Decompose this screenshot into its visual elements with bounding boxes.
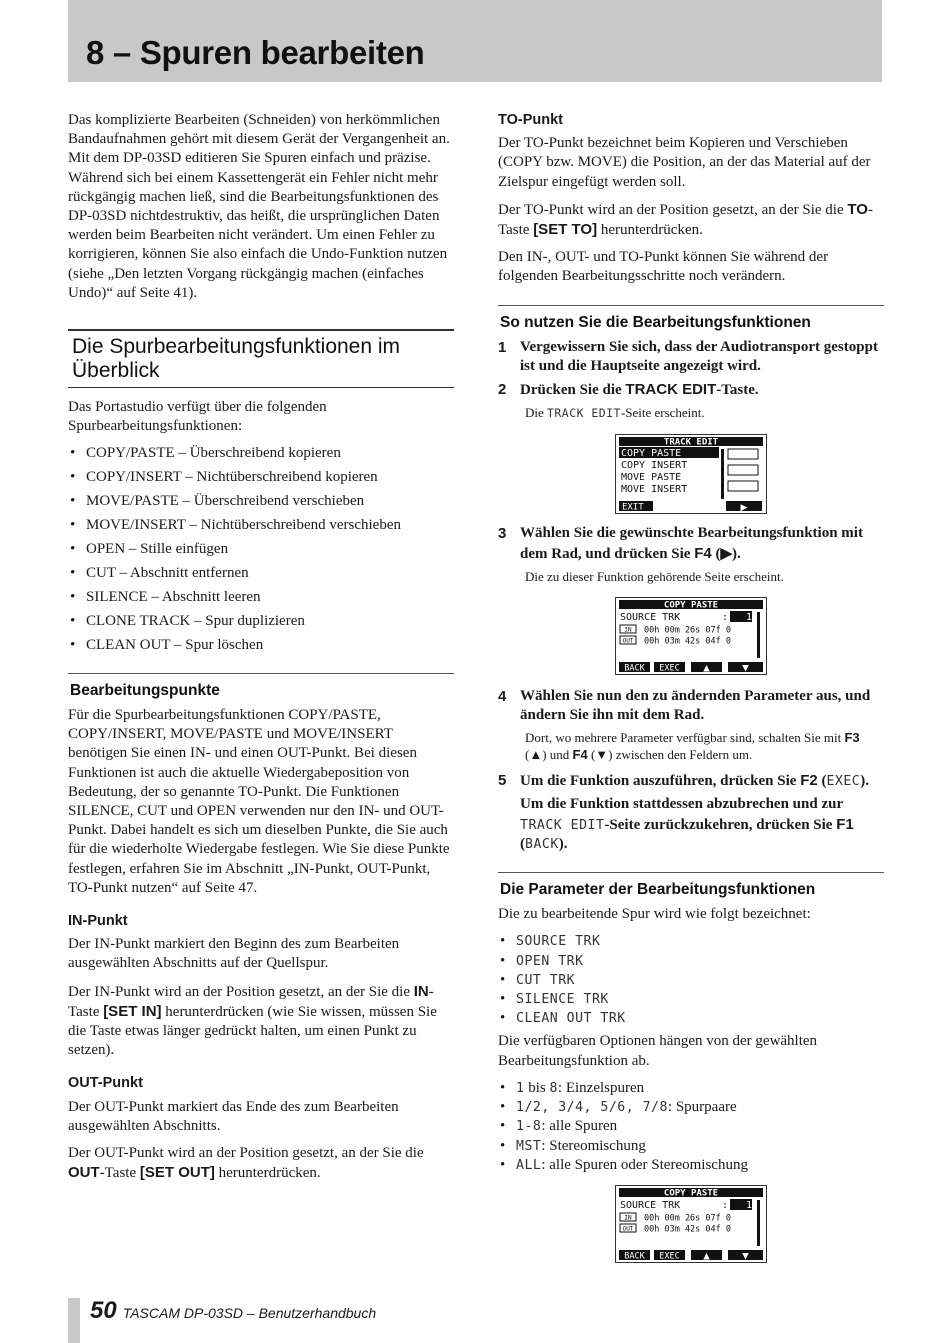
usage-heading: So nutzen Sie die Bearbeitungsfunktionen [498,305,884,334]
page-number: 50 [90,1297,117,1324]
lcd-in-tag: IN [624,1214,632,1222]
list-item: • OPEN – Stille einfügen [68,540,454,559]
key-label: TO [847,200,868,218]
list-item: • 1 bis 8: Einzelspuren [498,1079,884,1098]
footer-bar [68,1298,80,1343]
lcd-exec-button: EXEC [659,1251,680,1262]
key-label: [SET TO] [533,221,598,239]
to-point-p2: Der TO-Punkt wird an der Position gesetzt, an der Sie die TO-Taste [SET TO] herunterdrücken. [498,200,873,239]
out-point-heading: OUT-Punkt [68,1075,143,1092]
list-item: • CLONE TRACK – Spur duplizieren [68,612,454,631]
params-intro: Die zu bearbeitende Spur wird wie folgt bezeichnet: [498,906,811,923]
lcd-title: TRACK EDIT [663,437,719,448]
section-intro: Das Portastudio verfügt über die folgenden Spurbearbeitungsfunktionen: [68,399,327,435]
options-intro: Die verfügbaren Optionen hängen von der gewählten Bearbeitungsfunktion ab. [498,1033,818,1069]
points-paragraph: Für die Spurbearbeitungsfunktionen COPY/PASTE, COPY/INSERT, MOVE/PASTE und MOVE/INSERT benötigen Sie einen IN- und einen OUT-Punkt. Bei diesen Funktionen ist auch die aktuelle Wiedergabeposition von Bedeutung, der so genannte TO-Punkt. Die Funktionen SILENCE, CUT und OPEN verwenden nur den IN- und OUT-Punkt. Dabei handelt es sich um dieselben Punkte, die Sie auch für die wiederholte Wiedergabe festlegen. Wie Sie diese Punkte festlegen, erfahren Sie im Abschnitt „IN-Punkt, OUT-Punkt, TO-Punkt nutzen“ auf Seite 47. [68,706,450,896]
list-item: • CLEAN OUT TRK [498,1009,884,1028]
step-3-note: Die zu dieser Funktion gehörende Seite erscheint. [525,568,784,584]
option-list [498,1079,884,1175]
lcd-in-time: 00h 00m 26s 07f 0 [644,625,731,636]
lcd-menu-item: COPY INSERT [621,460,688,472]
out-point-p1: Der OUT-Punkt markiert das Ende des zum Bearbeiten ausgewählten Abschnitts. [68,1098,399,1134]
lcd-down-icon: ▼ [742,1251,749,1262]
list-item: • OPEN TRK [498,952,884,971]
step-5: 5 Um die Funktion auszuführen, drücken Sie F2 (EXEC). [498,772,869,790]
step-1: 1 Vergewissern Sie sich, dass der Audiotransport gestoppt ist und die Hauptseite angezeigt wird. [498,338,878,375]
out-point-p2: Der OUT-Punkt wird an der Position gesetzt, an der Sie die OUT-Taste [SET OUT] herunterdrücken. [68,1145,424,1182]
lcd-out-time: 00h 03m 42s 04f 0 [644,636,731,647]
lcd-up-icon: ▲ [703,663,710,674]
param-name-list [498,932,884,1028]
list-item: • SILENCE – Abschnitt leeren [68,588,454,607]
left-column [68,111,454,1191]
step-3: 3 Wählen Sie die gewünschte Bearbeitungsfunktion mit dem Rad, und drücken Sie F4 (▶). [498,525,863,562]
list-item: • ALL: alle Spuren oder Stereomischung [498,1156,884,1175]
in-point-p1: Der IN-Punkt markiert den Beginn des zum Bearbeiten ausgewählten Abschnitts auf der Quellspur. [68,936,400,972]
list-item: • 1-8: alle Spuren [498,1117,884,1136]
points-heading: Bearbeitungspunkte [68,673,454,702]
list-item: • COPY/PASTE – Überschreibend kopieren [68,444,454,463]
lcd-copy-paste-screen [615,597,767,675]
list-item: • 1/2, 3/4, 5/6, 7/8: Spurpaare [498,1098,884,1117]
lcd-title: COPY PASTE [663,1188,719,1199]
params-heading: Die Parameter der Bearbeitungsfunktionen [498,872,884,901]
lcd-next-icon: ▶ [740,503,748,514]
lcd-copy-paste-screen-2 [615,1185,767,1263]
key-label: OUT [68,1164,100,1182]
lcd-back-button: BACK [624,663,645,674]
lcd-up-icon: ▲ [703,1251,710,1262]
lcd-menu-item: MOVE INSERT [621,484,688,496]
footer-text: TASCAM DP-03SD – Benutzerhandbuch [122,1305,377,1321]
list-item: • COPY/INSERT – Nichtüberschreibend kopieren [68,468,454,487]
lcd-source-value: 1 [746,611,753,623]
lcd-track-edit-screen [615,434,767,514]
step-4-note: Dort, wo mehrere Parameter verfügbar sind, schalten Sie mit F3 (▲) und F4 (▼) zwischen den Feldern um. [525,730,860,763]
to-point-p1: Der TO-Punkt bezeichnet beim Kopieren und Verschieben (COPY bzw. MOVE) die Position, an der das Material auf der Zielspur eingefügt werden soll. [498,135,871,190]
chapter-title: 8 – Spuren bearbeiten [86,34,425,71]
lcd-in-tag: IN [624,626,632,634]
lcd-source-label: SOURCE TRK [620,1199,681,1211]
list-item: • SILENCE TRK [498,990,884,1009]
lcd-out-tag: OUT [622,637,634,645]
lcd-in-time: 00h 00m 26s 07f 0 [644,1213,731,1224]
step-5-cancel: Um die Funktion stattdessen abzubrechen und zur TRACK EDIT-Seite zurückzukehren, drücken Sie F1 (BACK). [520,796,854,852]
in-point-heading: IN-Punkt [68,913,128,929]
list-item: • SOURCE TRK [498,932,884,951]
key-label: [SET IN] [103,1002,162,1020]
list-item: • MST: Stereomischung [498,1137,884,1156]
step-2-note: Die TRACK EDIT-Seite erscheint. [525,405,705,421]
key-label: IN [413,982,429,1000]
key-label: [SET OUT] [139,1164,215,1182]
in-point-p2: Der IN-Punkt wird an der Position gesetzt, an der Sie die IN-Taste [SET IN] herunterdrücken (wie Sie wissen, müssen Sie die Taste etwas länger gedrückt halten, um einen Punkt zu setzen). [68,982,437,1059]
step-2: 2 Drücken Sie die TRACK EDIT-Taste. [498,381,759,399]
lcd-menu-item: COPY PASTE [621,448,682,460]
lcd-title: COPY PASTE [663,600,719,611]
list-item: • MOVE/INSERT – Nichtüberschreibend verschieben [68,516,454,535]
lcd-down-icon: ▼ [742,663,749,674]
lcd-source-label: SOURCE TRK [620,611,681,623]
lcd-menu-item: MOVE PASTE [621,472,682,484]
lcd-exit-label: EXIT [622,502,644,513]
list-item: • CUT TRK [498,971,884,990]
function-list [68,444,454,654]
lcd-out-tag: OUT [622,1225,634,1233]
step-4: 4 Wählen Sie nun den zu ändernden Parameter aus, und ändern Sie ihn mit dem Rad. [498,687,871,724]
right-column [498,111,884,1263]
list-item: • CLEAN OUT – Spur löschen [68,636,454,655]
list-item: • MOVE/PASTE – Überschreibend verschieben [68,492,454,511]
lcd-out-time: 00h 03m 42s 04f 0 [644,1224,731,1235]
lcd-back-button: BACK [624,1251,645,1262]
intro-paragraph: Das komplizierte Bearbeiten (Schneiden) von herkömmlichen Bandaufnahmen gehört mit diesem Gerät der Vergangenheit an. Mit dem DP-03SD editieren Sie Spuren einfach und präzise. Während sich bei einem Kassettengerät ein Fehler nicht mehr rückgängig machen ließ, sind die Bearbeitungsfunktionen des DP-03SD nichtdestruktiv, das heißt, die ursprünglichen Daten werden beim Bearbeiten nicht verändert. Um einen Fehler zu korrigieren, können Sie also einfach die Undo-Funktion nutzen (siehe „Den letzten Vorgang rückgängig machen (einfaches Undo)“ auf Seite 41). [68,112,450,301]
list-item: • CUT – Abschnitt entfernen [68,564,454,583]
lcd-source-sep: : [722,611,729,623]
page-footer [90,1297,376,1325]
lcd-source-value: 1 [746,1199,753,1211]
to-point-heading: TO-Punkt [498,112,563,128]
lcd-exec-button: EXEC [659,663,680,674]
chapter-header [68,0,882,82]
section-title: Die Spurbearbeitungsfunktionen im Überblick [68,329,454,388]
to-point-p3: Den IN-, OUT- und TO-Punkt können Sie während der folgenden Bearbeitungsschritte noch verändern. [498,249,829,285]
lcd-source-sep: : [722,1199,729,1211]
